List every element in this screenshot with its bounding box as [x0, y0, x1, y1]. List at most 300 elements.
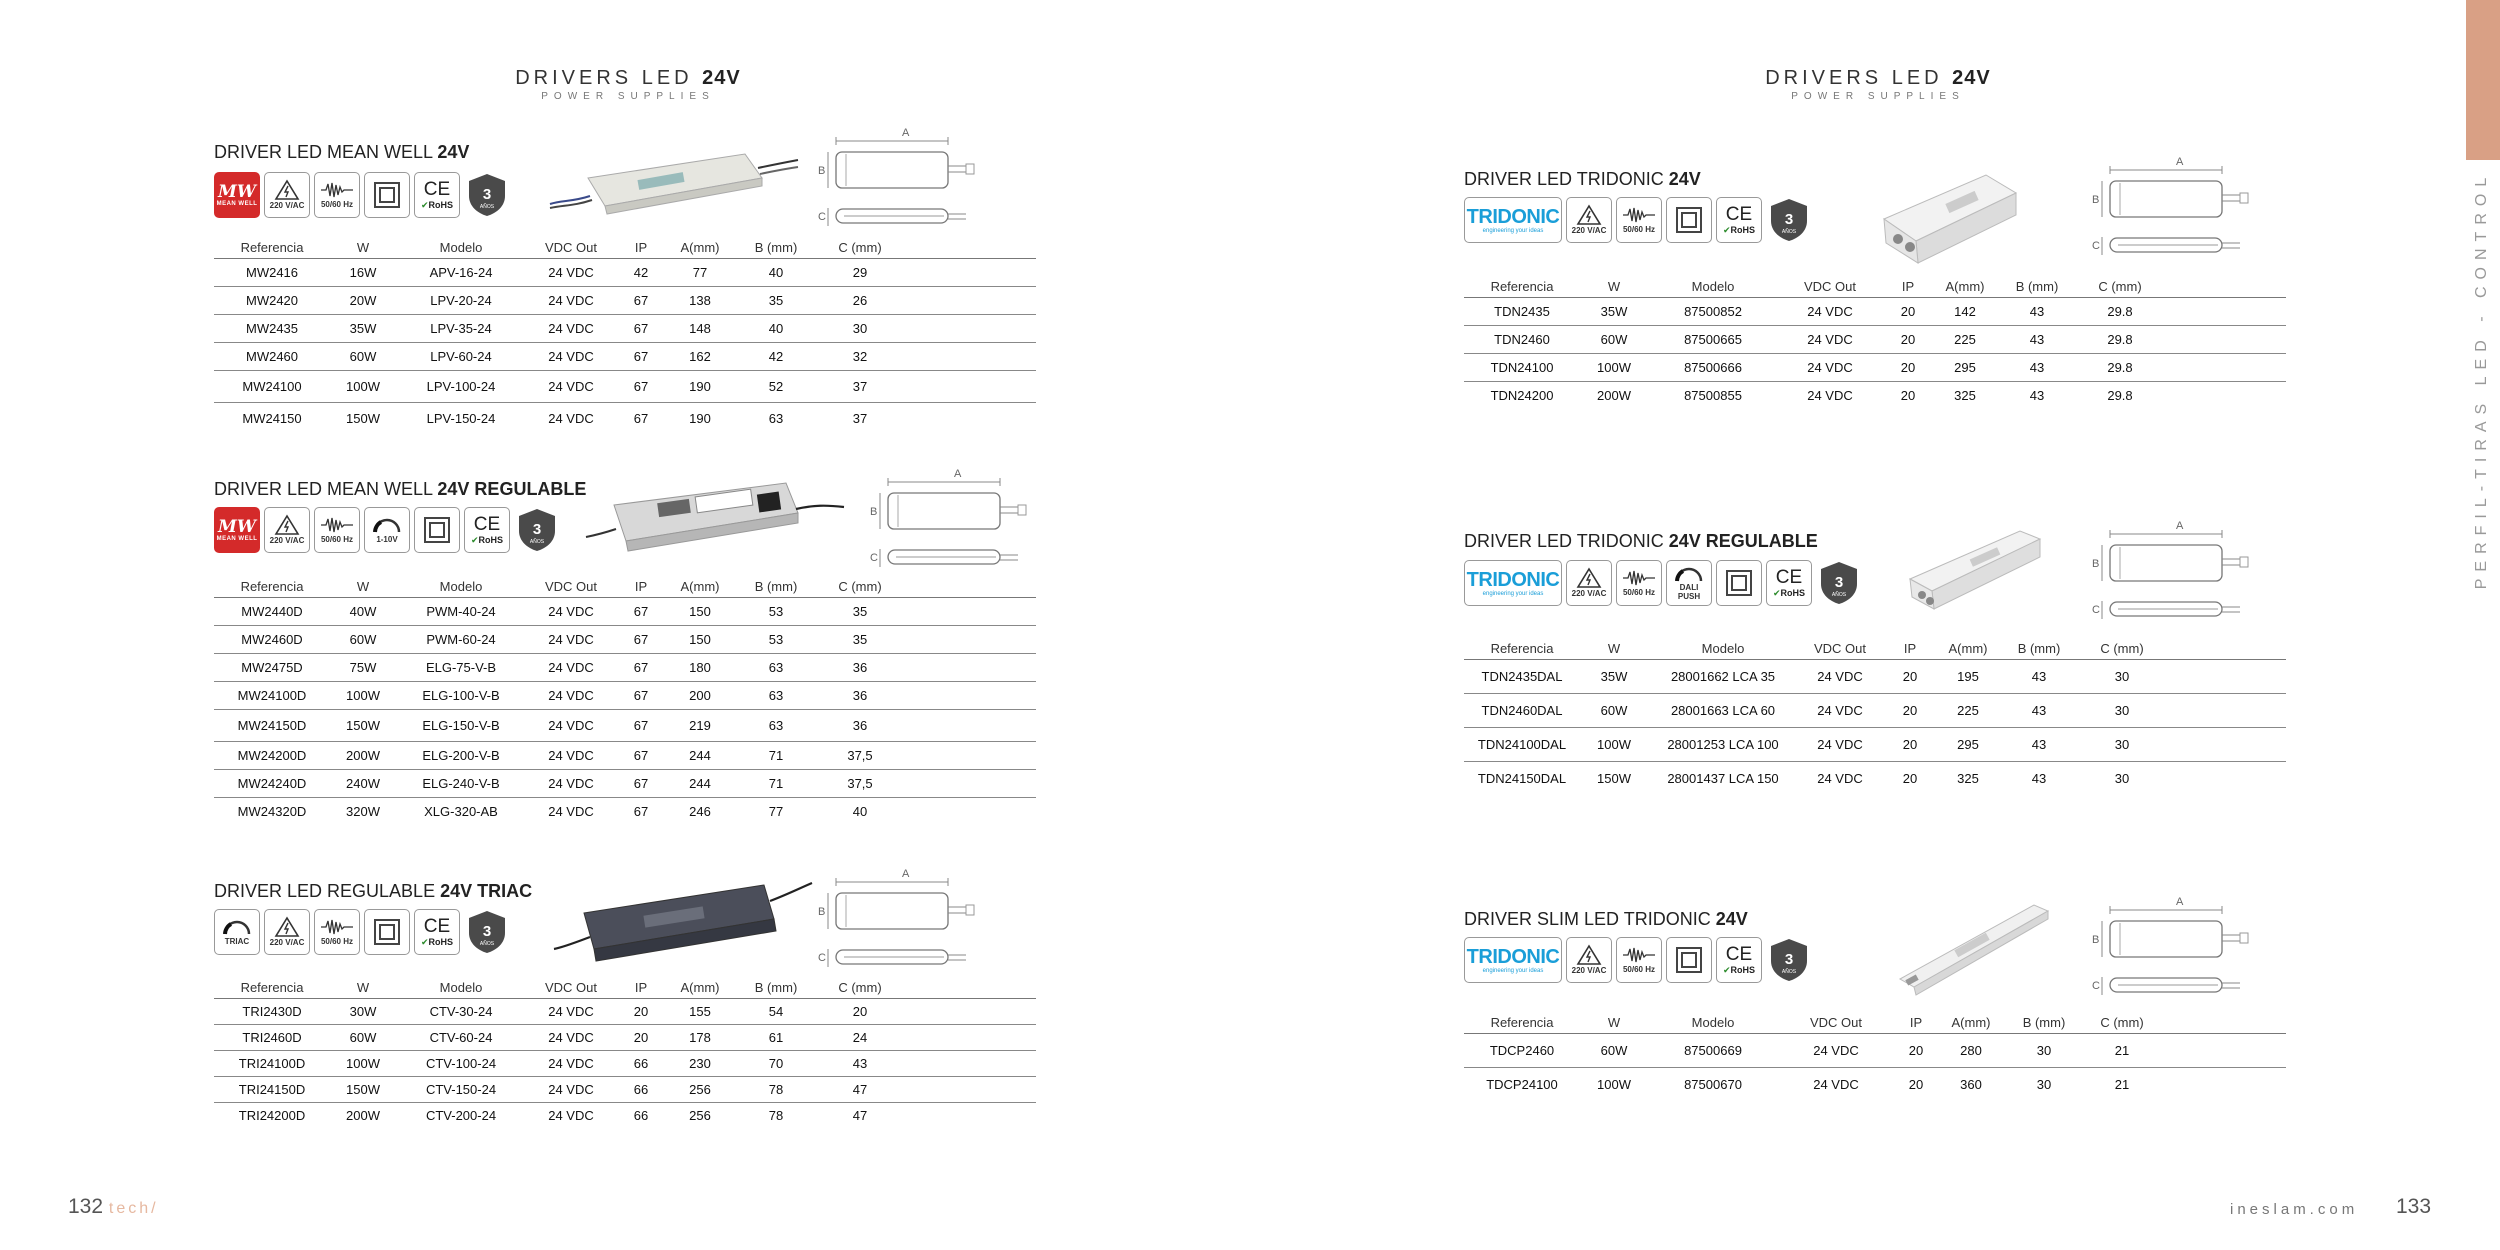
table-cell: 295 — [1957, 737, 1979, 752]
table-cell: 71 — [768, 776, 784, 791]
table-cell: 87500666 — [1684, 360, 1742, 375]
warranty-shield-icon — [1766, 197, 1812, 243]
voltage-warning-icon: 220 V/AC — [1566, 937, 1612, 983]
table-cell: 100W — [346, 1056, 380, 1071]
frequency-wave-icon: 50/60 Hz — [1616, 560, 1662, 606]
column-header: Referencia — [240, 240, 304, 255]
table-cell: 36 — [852, 688, 868, 703]
table-cell: MW24240D — [237, 776, 307, 791]
table-cell: 29.8 — [2107, 304, 2133, 319]
table-cell: 225 — [1954, 332, 1976, 347]
table-row — [214, 710, 1036, 742]
column-header: Modelo — [1691, 279, 1735, 294]
table-cell: TRI2460D — [242, 1030, 302, 1045]
column-header: W — [1607, 641, 1621, 656]
column-header: VDC Out — [1809, 1015, 1862, 1030]
website: ineslam.com — [2230, 1201, 2359, 1218]
table-cell: 24 VDC — [548, 349, 594, 364]
section-meanwell-24v — [214, 127, 1044, 442]
table-cell: TDN24200 — [1490, 388, 1554, 404]
table-cell: 30 — [852, 321, 868, 336]
table-cell: 60W — [1600, 1043, 1628, 1058]
table-row — [214, 259, 1036, 287]
table-cell: TRI24100D — [238, 1056, 306, 1071]
table-cell: 24 VDC — [1807, 304, 1853, 319]
table-cell: 24 — [852, 1030, 868, 1045]
double-insulation-icon — [414, 507, 460, 553]
table-cell: 20 — [1902, 771, 1918, 787]
double-insulation-icon — [1716, 560, 1762, 606]
table-cell: 24 VDC — [548, 1108, 594, 1124]
dimension-diagram — [2092, 155, 2280, 255]
table-cell: 52 — [768, 379, 784, 394]
table-cell: 100W — [346, 688, 380, 703]
table-cell: CTV-30-24 — [429, 1004, 493, 1019]
page-header-right — [1678, 67, 2078, 102]
table-cell: 30 — [2114, 737, 2130, 752]
table-cell: ELG-75-V-B — [425, 660, 497, 675]
table-cell: 67 — [633, 804, 649, 820]
certification-icons — [1464, 560, 1862, 606]
table-cell: 24 VDC — [548, 660, 594, 675]
table-cell: MW24100D — [237, 688, 307, 703]
table-cell: MW2460 — [245, 349, 299, 364]
table-cell: TRI2430D — [242, 1004, 302, 1019]
column-header: C (mm) — [838, 980, 882, 995]
certification-icons — [1464, 937, 1812, 983]
table-cell: 24 VDC — [548, 1030, 594, 1045]
table-cell: TDN2435 — [1494, 304, 1550, 319]
svg-text:AÑOS: AÑOS — [529, 539, 545, 545]
table-cell: 40 — [852, 804, 868, 820]
table-cell: 20 — [1902, 703, 1918, 718]
table-cell: 63 — [768, 718, 784, 733]
column-header: VDC Out — [544, 240, 597, 255]
table-cell: 190 — [689, 379, 711, 394]
svg-text:AÑOS: AÑOS — [1781, 229, 1797, 235]
certification-icons — [214, 507, 560, 553]
table-cell: 24 VDC — [548, 1004, 594, 1019]
table-row — [1464, 1068, 2286, 1102]
table-cell: 29.8 — [2107, 360, 2133, 375]
table-cell: 325 — [1954, 388, 1976, 404]
warranty-shield-icon — [464, 172, 510, 218]
table-cell: 67 — [633, 411, 649, 427]
table-cell: 63 — [768, 660, 784, 675]
table-cell: 87500670 — [1684, 1077, 1742, 1093]
voltage-warning-icon: 220 V/AC — [1566, 197, 1612, 243]
spec-table — [214, 579, 1036, 826]
table-cell: 35 — [768, 293, 784, 308]
table-cell: MW2440D — [241, 604, 303, 619]
frequency-wave-icon: 50/60 Hz — [314, 172, 360, 218]
spec-table — [1464, 1015, 2286, 1102]
table-cell: 37,5 — [847, 776, 873, 791]
column-header: Modelo — [439, 579, 483, 594]
table-row — [214, 1077, 1036, 1103]
table-cell: 26 — [852, 293, 868, 308]
table-cell: 24 VDC — [548, 1082, 594, 1097]
column-header: W — [1607, 279, 1621, 294]
table-cell: 30W — [349, 1004, 377, 1019]
section-tag: tech/ — [108, 1200, 159, 1217]
voltage-warning-icon: 220 V/AC — [1566, 560, 1612, 606]
table-cell: MW24150 — [242, 411, 302, 427]
table-cell: 150W — [346, 1082, 380, 1097]
dimension-diagram — [2092, 895, 2280, 995]
table-header-row — [1464, 1015, 2286, 1034]
svg-text:AÑOS: AÑOS — [1831, 592, 1847, 598]
table-cell: 24 VDC — [548, 265, 594, 280]
table-cell: 66 — [633, 1082, 649, 1097]
frequency-wave-icon: 50/60 Hz — [314, 507, 360, 553]
table-cell: 28001253 LCA 100 — [1667, 737, 1779, 752]
certification-icons — [214, 172, 510, 218]
table-cell: 70 — [768, 1056, 784, 1071]
table-cell: 40 — [768, 321, 784, 336]
column-header: Modelo — [1701, 641, 1745, 656]
svg-text:B: B — [818, 165, 826, 177]
table-cell: 67 — [633, 379, 649, 394]
table-cell: 42 — [633, 265, 649, 280]
table-cell: 20 — [1900, 360, 1916, 375]
driver-product-image — [1894, 899, 2054, 999]
svg-text:A: A — [902, 868, 910, 880]
table-cell: TDN24150DAL — [1477, 771, 1567, 787]
table-row — [1464, 354, 2286, 382]
table-cell: 43 — [2029, 360, 2045, 375]
table-cell: 40W — [349, 604, 377, 619]
column-header: IP — [634, 240, 648, 255]
table-cell: MW2416 — [245, 265, 299, 280]
svg-text:3: 3 — [1784, 211, 1794, 228]
column-header: W — [356, 240, 370, 255]
table-row — [214, 798, 1036, 826]
table-cell: 24 VDC — [548, 321, 594, 336]
table-row — [214, 315, 1036, 343]
table-cell: 150W — [346, 411, 380, 427]
table-cell: 24 VDC — [548, 804, 594, 820]
page-title: DRIVERS LED 24V — [1765, 67, 1991, 89]
voltage-warning-icon: 220 V/AC — [264, 507, 310, 553]
spec-table — [1464, 279, 2286, 410]
svg-text:C: C — [2092, 604, 2100, 616]
column-header: C (mm) — [2100, 641, 2144, 656]
section-title: DRIVER LED TRIDONIC 24V REGULABLE — [1464, 531, 1818, 551]
table-cell: 61 — [768, 1030, 784, 1045]
table-cell: 24 VDC — [548, 1056, 594, 1071]
dimension-diagram — [870, 467, 1058, 567]
table-cell: 67 — [633, 660, 649, 675]
driver-product-image — [550, 148, 800, 218]
table-cell: ELG-200-V-B — [422, 748, 500, 763]
table-cell: 21 — [2114, 1077, 2130, 1093]
table-cell: 37,5 — [847, 748, 873, 763]
table-cell: 230 — [689, 1056, 711, 1071]
svg-text:B: B — [2092, 558, 2100, 570]
table-header-row — [1464, 279, 2286, 298]
table-cell: 100W — [346, 379, 380, 394]
table-cell: 67 — [633, 321, 649, 336]
ce-rohs-icon: CE ✔RoHS — [1716, 197, 1762, 243]
table-row — [214, 1103, 1036, 1129]
table-row — [1464, 694, 2286, 728]
table-cell: 280 — [1960, 1043, 1982, 1058]
column-header: IP — [1903, 641, 1917, 656]
svg-text:C: C — [2092, 980, 2100, 992]
table-cell: 150 — [689, 632, 711, 647]
table-cell: 24 VDC — [548, 632, 594, 647]
table-cell: 66 — [633, 1108, 649, 1124]
table-cell: 150W — [1597, 771, 1631, 787]
table-cell: 35W — [1600, 304, 1628, 319]
table-cell: 360 — [1960, 1077, 1982, 1093]
table-cell: 256 — [689, 1082, 711, 1097]
column-header: Referencia — [240, 980, 304, 995]
table-cell: ELG-100-V-B — [422, 688, 500, 703]
table-cell: 246 — [689, 804, 711, 820]
column-header: C (mm) — [838, 579, 882, 594]
table-cell: 200W — [346, 748, 380, 763]
table-cell: 200 — [689, 688, 711, 703]
table-cell: 24 VDC — [548, 604, 594, 619]
driver-product-image — [1876, 165, 2026, 265]
table-cell: 63 — [768, 688, 784, 703]
table-cell: 142 — [1954, 304, 1976, 319]
table-row — [1464, 1034, 2286, 1068]
table-cell: MW24100 — [242, 379, 302, 394]
svg-text:3: 3 — [1784, 951, 1794, 968]
table-cell: 225 — [1957, 703, 1979, 718]
table-cell: 37 — [852, 411, 868, 427]
table-cell: 54 — [768, 1004, 784, 1019]
section-tridonic-24v — [1464, 156, 2294, 429]
svg-text:C: C — [870, 552, 878, 564]
svg-text:AÑOS: AÑOS — [479, 941, 495, 947]
table-cell: 37 — [852, 379, 868, 394]
dali-push-icon: DALI PUSH — [1666, 560, 1712, 606]
svg-text:A: A — [954, 468, 962, 480]
table-cell: 20 — [633, 1004, 649, 1019]
column-header: A(mm) — [1951, 1015, 1991, 1030]
table-cell: 244 — [689, 776, 711, 791]
ce-rohs-icon: CE ✔RoHS — [414, 172, 460, 218]
section-title: DRIVER LED REGULABLE 24V TRIAC — [214, 881, 533, 901]
certification-icons — [1464, 197, 1812, 243]
svg-text:AÑOS: AÑOS — [1781, 969, 1797, 975]
table-cell: 47 — [852, 1082, 868, 1097]
table-cell: 43 — [2029, 304, 2045, 319]
table-cell: CTV-150-24 — [425, 1082, 497, 1097]
table-cell: MW24150D — [237, 718, 307, 733]
table-cell: 100W — [1597, 360, 1631, 375]
table-cell: ELG-150-V-B — [422, 718, 500, 733]
table-cell: 148 — [689, 321, 711, 336]
table-cell: 60W — [1600, 332, 1628, 347]
column-header: A(mm) — [680, 980, 720, 995]
table-cell: 67 — [633, 718, 649, 733]
table-cell: 43 — [2031, 771, 2047, 787]
section-regulable-24v-triac — [214, 868, 1044, 1131]
section-title: DRIVER LED MEAN WELL 24V — [214, 142, 470, 162]
table-cell: LPV-20-24 — [430, 293, 492, 308]
meanwell-logo-icon: MW MEAN WELL — [214, 172, 260, 218]
table-row — [214, 287, 1036, 315]
table-cell: MW2475D — [241, 660, 303, 675]
table-cell: 60W — [349, 1030, 377, 1045]
table-cell: 60W — [1600, 703, 1628, 718]
table-cell: 87500669 — [1684, 1043, 1742, 1058]
section-title: DRIVER LED TRIDONIC 24V — [1464, 169, 1701, 189]
voltage-warning-icon: 220 V/AC — [264, 909, 310, 955]
table-cell: 53 — [768, 632, 784, 647]
table-cell: 47 — [852, 1108, 868, 1124]
table-cell: 29.8 — [2107, 332, 2133, 347]
table-cell: 43 — [2029, 388, 2045, 404]
table-cell: 190 — [689, 411, 711, 427]
column-header: W — [356, 980, 370, 995]
table-row — [214, 654, 1036, 682]
section-title: DRIVER SLIM LED TRIDONIC 24V — [1464, 909, 1748, 929]
driver-product-image — [586, 479, 846, 559]
table-cell: 43 — [2029, 332, 2045, 347]
table-cell: 30 — [2036, 1077, 2052, 1093]
triac-dimming-icon: TRIAC — [214, 909, 260, 955]
table-row — [214, 626, 1036, 654]
section-title: DRIVER LED MEAN WELL 24V REGULABLE — [214, 479, 587, 499]
table-cell: 67 — [633, 349, 649, 364]
table-row — [214, 403, 1036, 435]
svg-text:A: A — [2176, 520, 2184, 532]
table-cell: PWM-60-24 — [426, 632, 496, 647]
svg-text:B: B — [2092, 934, 2100, 946]
table-cell: 256 — [689, 1108, 711, 1124]
table-cell: 28001663 LCA 60 — [1670, 703, 1776, 718]
ce-rohs-icon: CE ✔RoHS — [464, 507, 510, 553]
table-cell: 20W — [349, 293, 377, 308]
column-header: B (mm) — [754, 579, 798, 594]
table-row — [214, 598, 1036, 626]
column-header: W — [356, 579, 370, 594]
table-cell: 43 — [852, 1056, 868, 1071]
column-header: C (mm) — [838, 240, 882, 255]
table-cell: 35 — [852, 632, 868, 647]
page-number-right: 133 — [2396, 1195, 2432, 1218]
table-cell: 162 — [689, 349, 711, 364]
table-cell: TDN24100DAL — [1477, 737, 1567, 752]
table-cell: 87500852 — [1684, 304, 1742, 319]
column-header: Referencia — [1490, 1015, 1554, 1030]
svg-text:3: 3 — [482, 923, 492, 940]
table-cell: 28001437 LCA 150 — [1667, 771, 1779, 787]
table-cell: 28001662 LCA 35 — [1670, 669, 1776, 684]
page-number-left: 132 tech/ — [68, 1195, 159, 1218]
table-cell: 20 — [1900, 332, 1916, 347]
column-header: A(mm) — [680, 240, 720, 255]
table-cell: 150 — [689, 604, 711, 619]
table-row — [1464, 382, 2286, 410]
dimming-1-10v-icon: 1-10V — [364, 507, 410, 553]
driver-product-image — [554, 877, 814, 967]
section-tridonic-24v-regulable — [1464, 520, 2294, 811]
section-slim-tridonic-24v — [1464, 896, 2294, 1129]
table-cell: TRI24150D — [238, 1082, 306, 1097]
ce-rohs-icon: CE ✔RoHS — [414, 909, 460, 955]
table-cell: 100W — [1597, 1077, 1631, 1093]
driver-product-image — [1904, 517, 2054, 617]
table-cell: LPV-150-24 — [426, 411, 496, 427]
table-cell: 219 — [689, 718, 711, 733]
frequency-wave-icon: 50/60 Hz — [1616, 937, 1662, 983]
table-cell: 36 — [852, 718, 868, 733]
table-cell: 200W — [1597, 388, 1631, 404]
svg-text:C: C — [818, 952, 826, 964]
table-cell: 36 — [852, 660, 868, 675]
table-cell: 43 — [2031, 669, 2047, 684]
table-cell: 30 — [2114, 703, 2130, 718]
side-accent-bar — [2466, 0, 2500, 160]
table-cell: 35W — [1600, 669, 1628, 684]
table-cell: PWM-40-24 — [426, 604, 496, 619]
table-cell: TDCP2460 — [1489, 1043, 1555, 1058]
table-cell: 78 — [768, 1108, 784, 1124]
table-cell: 53 — [768, 604, 784, 619]
table-cell: 20 — [1902, 737, 1918, 752]
table-cell: 24 VDC — [1817, 703, 1863, 718]
table-cell: MW2420 — [245, 293, 299, 308]
table-cell: 20 — [1900, 388, 1916, 404]
table-cell: CTV-200-24 — [425, 1108, 497, 1124]
warranty-shield-icon — [1816, 560, 1862, 606]
table-cell: TDCP24100 — [1486, 1077, 1558, 1093]
table-row — [214, 742, 1036, 770]
tridonic-logo-icon: TRIDONIC engineering your ideas — [1464, 560, 1562, 606]
table-cell: 43 — [2031, 737, 2047, 752]
dimension-diagram — [2092, 519, 2280, 619]
frequency-wave-icon: 50/60 Hz — [1616, 197, 1662, 243]
table-cell: 29.8 — [2107, 388, 2133, 404]
table-row — [1464, 762, 2286, 796]
svg-text:3: 3 — [532, 521, 542, 538]
page-header-left — [428, 67, 828, 102]
svg-text:B: B — [818, 906, 826, 918]
svg-text:B: B — [870, 506, 878, 518]
column-header: A(mm) — [1948, 641, 1988, 656]
table-cell: XLG-320-AB — [424, 804, 498, 820]
section-meanwell-24v-regulable — [214, 468, 1044, 839]
column-header: Referencia — [1490, 279, 1554, 294]
column-header: B (mm) — [2015, 279, 2059, 294]
table-row — [1464, 298, 2286, 326]
table-cell: 16W — [349, 265, 377, 280]
column-header: VDC Out — [1813, 641, 1866, 656]
table-cell: 244 — [689, 748, 711, 763]
column-header: VDC Out — [544, 980, 597, 995]
spec-table — [214, 240, 1036, 435]
column-header: B (mm) — [754, 240, 798, 255]
table-cell: 66 — [633, 1056, 649, 1071]
table-cell: 87500665 — [1684, 332, 1742, 347]
dimension-diagram — [818, 126, 1006, 226]
page-title: DRIVERS LED 24V — [515, 67, 741, 89]
table-cell: 178 — [689, 1030, 711, 1045]
table-cell: 24 VDC — [1807, 388, 1853, 404]
table-row — [214, 999, 1036, 1025]
table-cell: 60W — [349, 349, 377, 364]
svg-text:3: 3 — [1834, 574, 1844, 591]
column-header: A(mm) — [1945, 279, 1985, 294]
table-cell: 67 — [633, 776, 649, 791]
